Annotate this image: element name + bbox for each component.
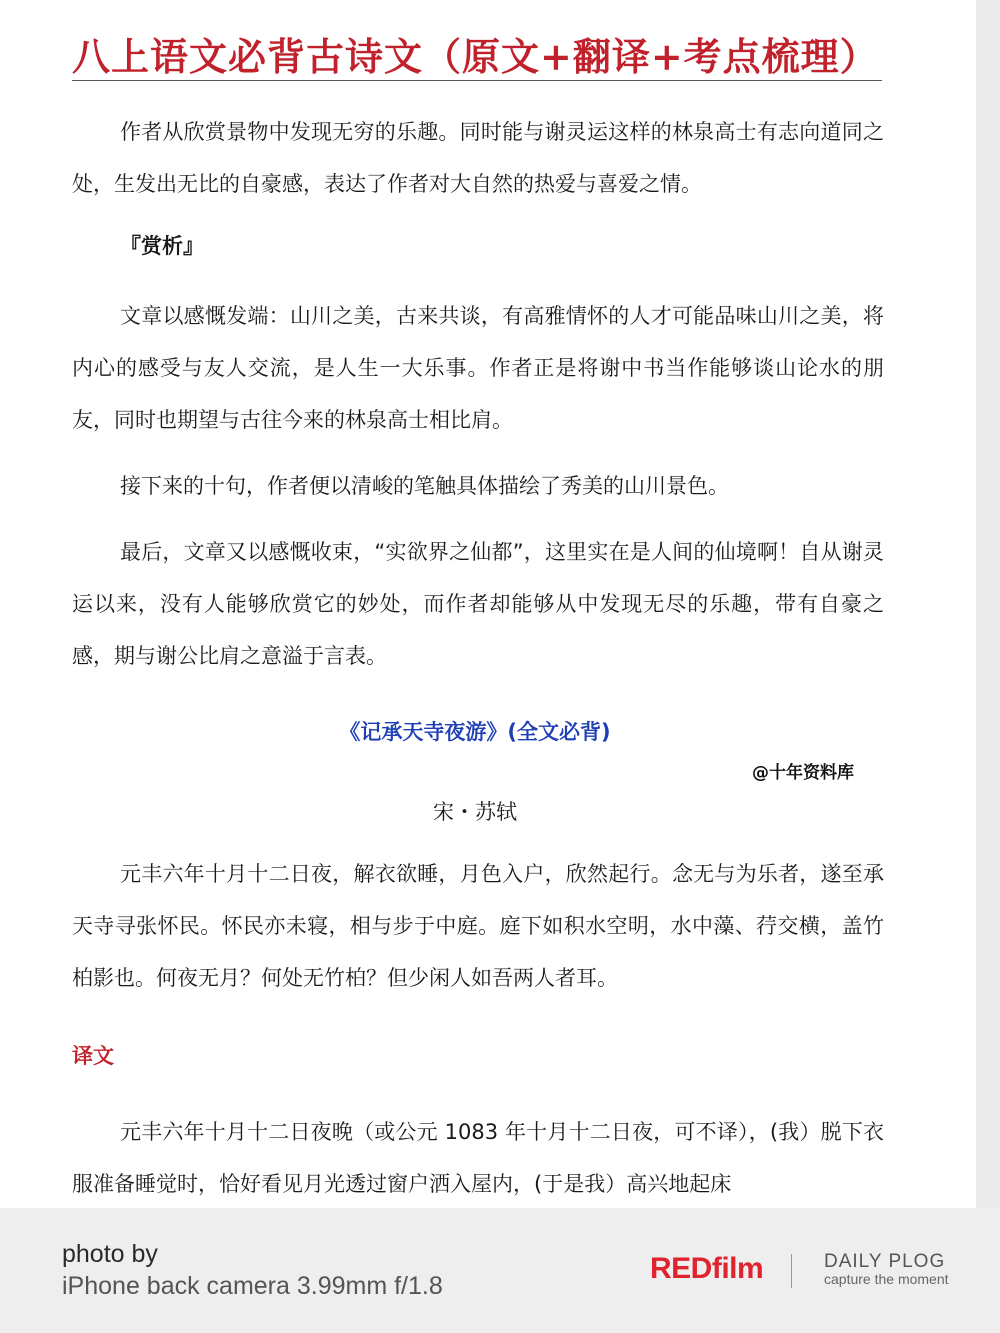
brand-divider: [791, 1254, 792, 1288]
camera-info: iPhone back camera 3.99mm f/1.8: [62, 1272, 443, 1300]
paragraph-appreciation-2: 接下来的十句，作者便以清峻的笔触具体描绘了秀美的山川景色。: [120, 474, 729, 498]
paragraph-appreciation-1: 文章以感慨发端：山川之美，古来共谈，有高雅情怀的人才可能品味山川之美，将内心的感受与友人交流，是人生一大乐事。作者正是将谢中书当作能够谈山论水的朋友，同时也期望与古往今来的林泉高士相比肩。: [72, 304, 884, 432]
poem-author: 宋・苏轼: [433, 800, 517, 824]
page-edge: [976, 0, 1000, 1208]
paragraph-appreciation-3: 最后，文章又以感慨收束，“实欲界之仙都”，这里实在是人间的仙境啊！自从谢灵运以来，没有人能够欣赏它的妙处，而作者却能够从中发现无尽的乐趣，带有自豪之感，期与谢公比肩之意溢于言表。: [72, 540, 884, 668]
photo-by-label: photo by: [62, 1240, 158, 1268]
plog-label: DAILY PLOG: [824, 1251, 946, 1272]
page-title: 八上语文必背古诗文（原文+翻译+考点梳理）: [72, 34, 879, 79]
paragraph-summary: 作者从欣赏景物中发现无穷的乐趣。同时能与谢灵运这样的林泉高士有志向道同之处，生发出无比的自豪感，表达了作者对大自然的热爱与喜爱之情。: [72, 120, 884, 196]
poem-title: 《记承天寺夜游》(全文必背): [339, 720, 611, 744]
translation-heading: 译文: [72, 1044, 114, 1068]
watermark-text: @十年资料库: [752, 763, 854, 783]
title-underline: [72, 80, 882, 81]
tagline: capture the moment: [824, 1271, 949, 1287]
appreciation-heading: 『赏析』: [120, 234, 204, 258]
brand-logo: REDfilm: [650, 1252, 764, 1285]
poem-text: 元丰六年十月十二日夜，解衣欲睡，月色入户，欣然起行。念无与为乐者，遂至承天寺寻张怀民。怀民亦未寝，相与步于中庭。庭下如积水空明，水中藻、荇交横，盖竹柏影也。何夜无月？何处无竹柏？但少闲人如吾两人者耳。: [72, 862, 884, 990]
translation-text: 元丰六年十月十二日夜晚（或公元 1083 年十月十二日夜，可不译），(我）脱下衣服准备睡觉时，恰好看见月光透过窗户洒入屋内，(于是我）高兴地起床: [72, 1120, 884, 1196]
